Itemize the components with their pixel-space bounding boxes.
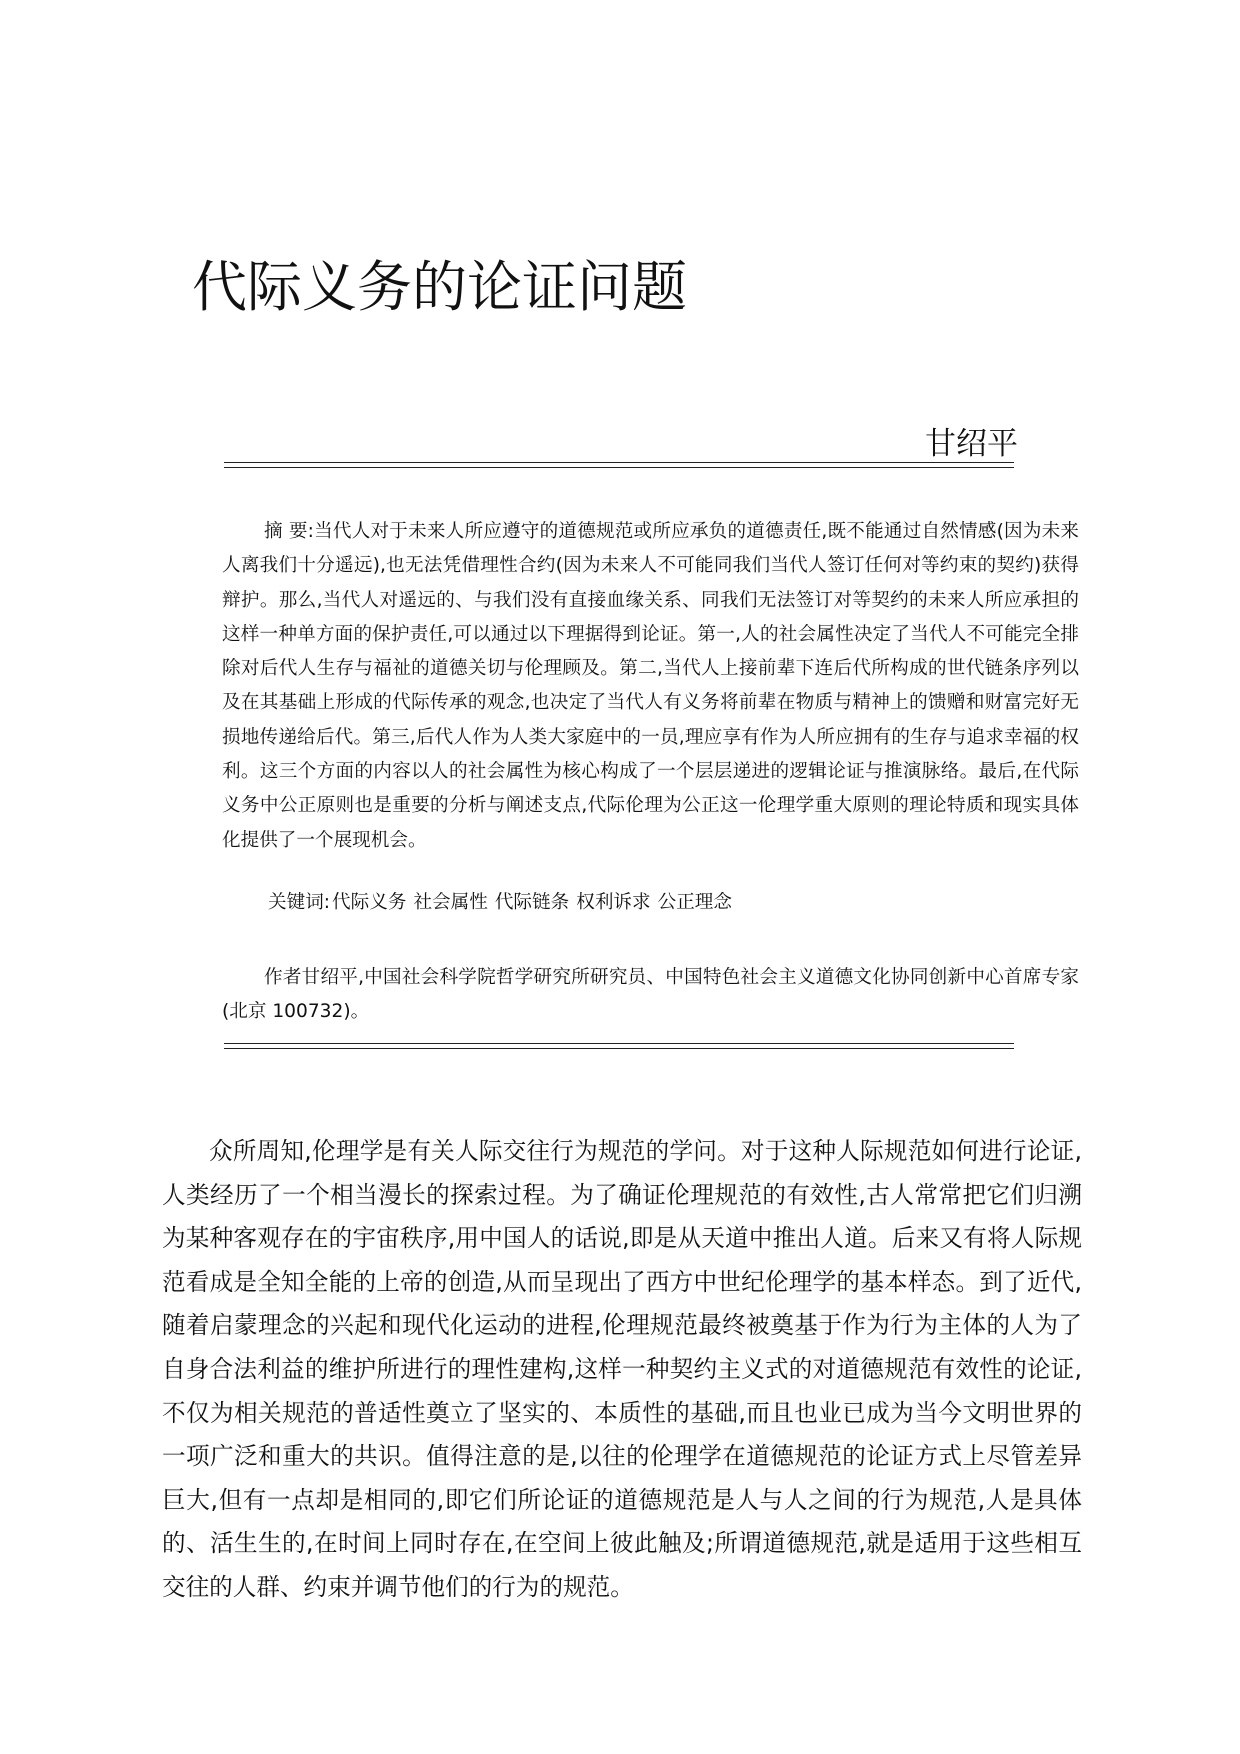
body-section xyxy=(162,1130,1082,1610)
author-info-text: 作者甘绍平,中国社会科学院哲学研究所研究员、中国特色社会主义道德文化协同创新中心首席专家(北京 100732)。 xyxy=(222,967,1079,1022)
keywords-label: 关键词: xyxy=(268,892,331,913)
keyword-item: 社会属性 xyxy=(413,892,488,913)
abstract-text: 摘 要:当代人对于未来人所应遵守的道德规范或所应承负的道德责任,既不能通过自然情感(因为未来人离我们十分遥远),也无法凭借理性合约(因为未来人不可能同我们当代人签订任何对等约束的契约)获得辩护。那么,当代人对遥远的、与我们没有直接血缘关系、同我们无法签订对等契约的未来人所应承担的这样一种单方面的保护责任,可以通过以下理据得到论证。第一,人的社会属性决定了当代人不可能完全排除对后代人生存与福祉的道德关切与伦理顾及。第二,当代人上接前辈下连后代所构成的世代链条序列以及在其基础上形成的代际传承的观念,也决定了当代人有义务将前辈在物质与精神上的馈赠和财富完好无损地传递给后代。第三,后代人作为人类大家庭中的一员,理应享有作为人所应拥有的生存与追求幸福的权利。这三个方面的内容以人的社会属性为核心构成了一个层层递进的逻辑论证与推演脉络。最后,在代际义务中公正原则也是重要的分析与阐述支点,代际伦理为公正这一伦理学重大原则的理论特质和现实具体化提供了一个展现机会。 xyxy=(222,521,1079,851)
keyword-item: 公正理念 xyxy=(657,892,732,913)
abstract-bottom-divider xyxy=(224,1043,1014,1049)
body-paragraph: 众所周知,伦理学是有关人际交往行为规范的学问。对于这种人际规范如何进行论证,人类经历了一个相当漫长的探索过程。为了确证伦理规范的有效性,古人常常把它们归溯为某种客观存在的宇宙秩序,用中国人的话说,即是从天道中推出人道。后来又有将人际规范看成是全知全能的上帝的创造,从而呈现出了西方中世纪伦理学的基本样态。到了近代,随着启蒙理念的兴起和现代化运动的进程,伦理规范最终被奠基于作为行为主体的人为了自身合法利益的维护所进行的理性建构,这样一种契约主义式的对道德规范有效性的论证,不仅为相关规范的普适性奠立了坚实的、本质性的基础,而且也业已成为当今文明世界的一项广泛和重大的共识。值得注意的是,以往的伦理学在道德规范的论证方式上尽管差异巨大,但有一点却是相同的,即它们所论证的道德规范是人与人之间的行为规范,人是具体的、活生生的,在时间上同时存在,在空间上彼此触及;所谓道德规范,就是适用于这些相互交往的人群、约束并调节他们的行为的规范。 xyxy=(162,1137,1082,1601)
keyword-item: 代际链条 xyxy=(494,892,570,913)
article-title: 代际义务的论证问题 xyxy=(192,254,688,319)
abstract-section xyxy=(222,515,1079,858)
abstract-top-divider xyxy=(224,462,1014,468)
keywords-line xyxy=(268,887,1048,919)
keyword-item: 代际义务 xyxy=(332,892,407,913)
keyword-item: 权利诉求 xyxy=(576,892,651,913)
author-info-section xyxy=(222,961,1079,1029)
article-author: 甘绍平 xyxy=(925,426,1018,462)
